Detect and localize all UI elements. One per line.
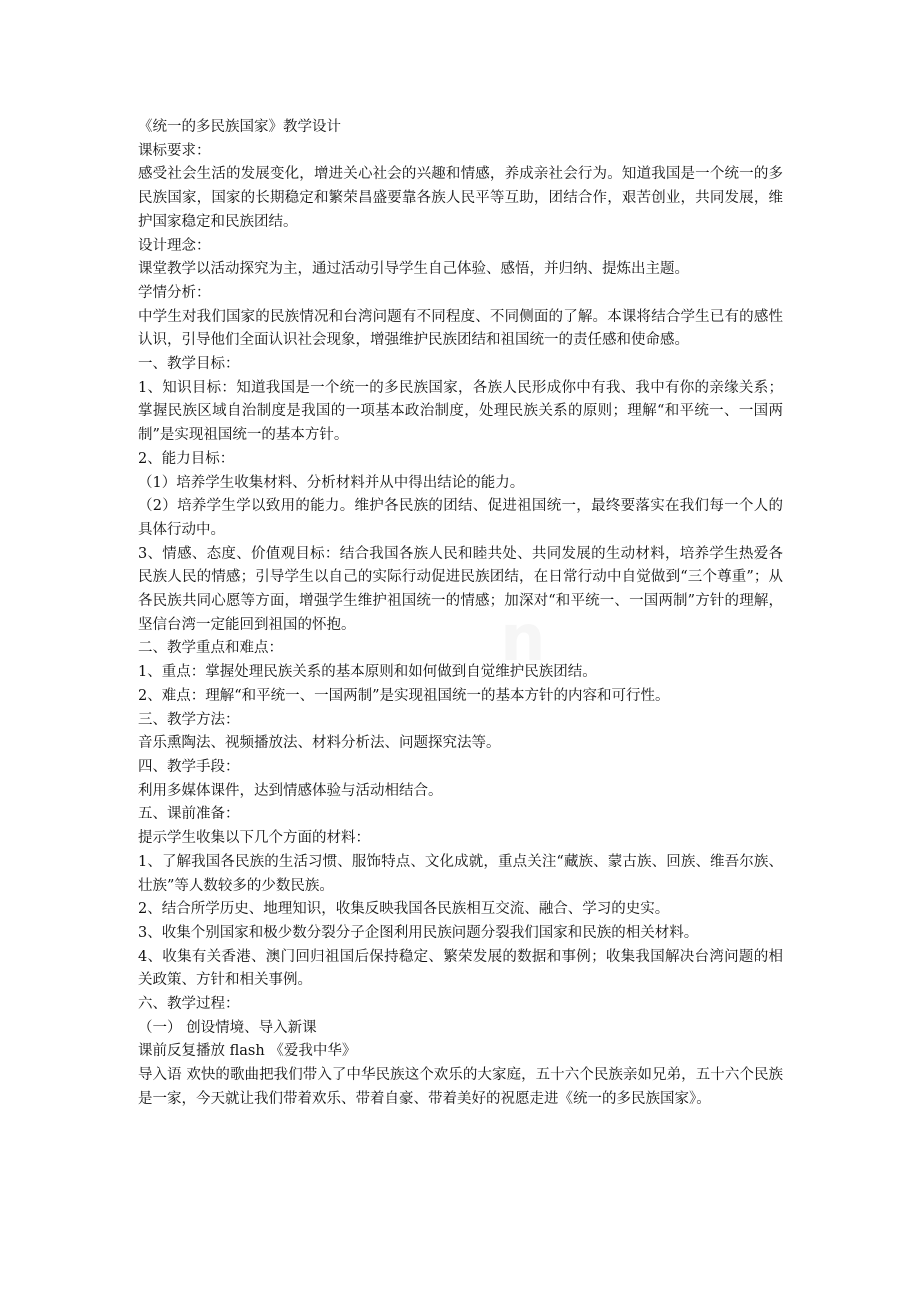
heading-teaching-means: 四、教学手段： xyxy=(138,758,240,775)
paragraph-flash-playback: 课前反复播放 flash 《爱我中华》 xyxy=(138,1043,357,1060)
heading-preparation: 五、课前准备： xyxy=(138,806,240,823)
paragraph-preparation-intro: 提示学生收集以下几个方面的材料： xyxy=(138,830,370,847)
document-title: 《统一的多民族国家》教学设计 xyxy=(138,119,341,135)
paragraph-difficult-point: 2、难点：理解“和平统一、一国两制”是实现祖国统一的基本方针的内容和可行性。 xyxy=(138,687,670,704)
paragraph-teaching-methods: 音乐熏陶法、视频播放法、材料分析法、问题探究法等。 xyxy=(138,735,501,752)
heading-student-analysis: 学情分析： xyxy=(138,284,211,301)
heading-design-concept: 设计理念： xyxy=(138,237,211,254)
paragraph-design-concept: 课堂教学以活动探究为主，通过活动引导学生自己体验、感悟，并归纳、提炼出主题。 xyxy=(138,261,689,278)
heading-introduction-step: （一） 创设情境、导入新课 xyxy=(138,1019,317,1036)
paragraph-student-analysis: 中学生对我们国家的民族情况和台湾问题有不同程度、不同侧面的了解。本课将结合学生已有的感性认识，引导他们全面认识社会现象，增强维护民族团结和祖国统一的责任感和使命感。 xyxy=(138,308,783,349)
paragraph-introduction-speech: 导入语 欢快的歌曲把我们带入了中华民族这个欢乐的大家庭，五十六个民族亲如兄弟，五十六个民族是一家，今天就让我们带着欢乐、带着自豪、带着美好的祝愿走进《统一的多民族国家》。 xyxy=(138,1067,783,1107)
paragraph-emotion-objective: 3、情感、态度、价值观目标：结合我国各族人民和睦共处、共同发展的生动材料，培养学生热爱各民族人民的情感；引导学生以自己的实际行动促进民族团结，在日常行动中自觉做到“三个尊重”；从各民族共同心愿等方面，增强学生维护祖国统一的情感；加深对“和平统一、一国两制”方针的理解，坚信台湾一定能回到祖国的怀抱。 xyxy=(138,545,783,633)
heading-curriculum-requirements: 课标要求： xyxy=(138,142,211,159)
heading-teaching-process: 六、教学过程： xyxy=(138,996,240,1013)
heading-teaching-objectives: 一、教学目标： xyxy=(138,356,240,373)
heading-key-points: 二、教学重点和难点： xyxy=(138,640,283,657)
paragraph-preparation-2: 2、结合所学历史、地理知识，收集反映我国各民族相互交流、融合、学习的史实。 xyxy=(138,901,670,918)
paragraph-ability-objective-1: （1）培养学生收集材料、分析材料并从中得出结论的能力。 xyxy=(138,474,525,491)
paragraph-knowledge-objective: 1、知识目标：知道我国是一个统一的多民族国家，各族人民形成你中有我、我中有你的亲缘关系；掌握民族区域自治制度是我国的一项基本政治制度，处理民族关系的原则；理解“和平统一、一国两制”是实现祖国统一的基本方针。 xyxy=(138,379,783,444)
paragraph-key-point: 1、重点：掌握处理民族关系的基本原则和如何做到自觉维护民族团结。 xyxy=(138,664,597,681)
paragraph-ability-objective-2: （2）培养学生学以致用的能力。维护各民族的团结、促进祖国统一，最终要落实在我们每一个人的具体行动中。 xyxy=(138,498,783,538)
paragraph-teaching-means: 利用多媒体课件，达到情感体验与活动相结合。 xyxy=(138,782,443,799)
paragraph-curriculum-requirements: 感受社会生活的发展变化，增进关心社会的兴趣和情感，养成亲社会行为。知道我国是一个统一的多民族国家，国家的长期稳定和繁荣昌盛要靠各族人民平等互助，团结合作，艰苦创业，共同发展，维护国家稳定和民族团结。 xyxy=(138,166,783,230)
heading-ability-objective: 2、能力目标： xyxy=(138,450,235,467)
paragraph-preparation-3: 3、收集个别国家和极少数分裂分子企图利用民族问题分裂我们国家和民族的相关材料。 xyxy=(138,924,699,941)
paragraph-preparation-4: 4、收集有关香港、澳门回归祖国后保持稳定、繁荣发展的数据和事例；收集我国解决台湾问题的相关政策、方针和相关事例。 xyxy=(138,948,783,989)
paragraph-preparation-1: 1、了解我国各民族的生活习惯、服饰特点、文化成就，重点关注“藏族、蒙古族、回族、维吾尔族、壮族”等人数较多的少数民族。 xyxy=(138,853,783,894)
document-page xyxy=(138,116,783,1112)
heading-teaching-methods: 三、教学方法： xyxy=(138,711,240,728)
